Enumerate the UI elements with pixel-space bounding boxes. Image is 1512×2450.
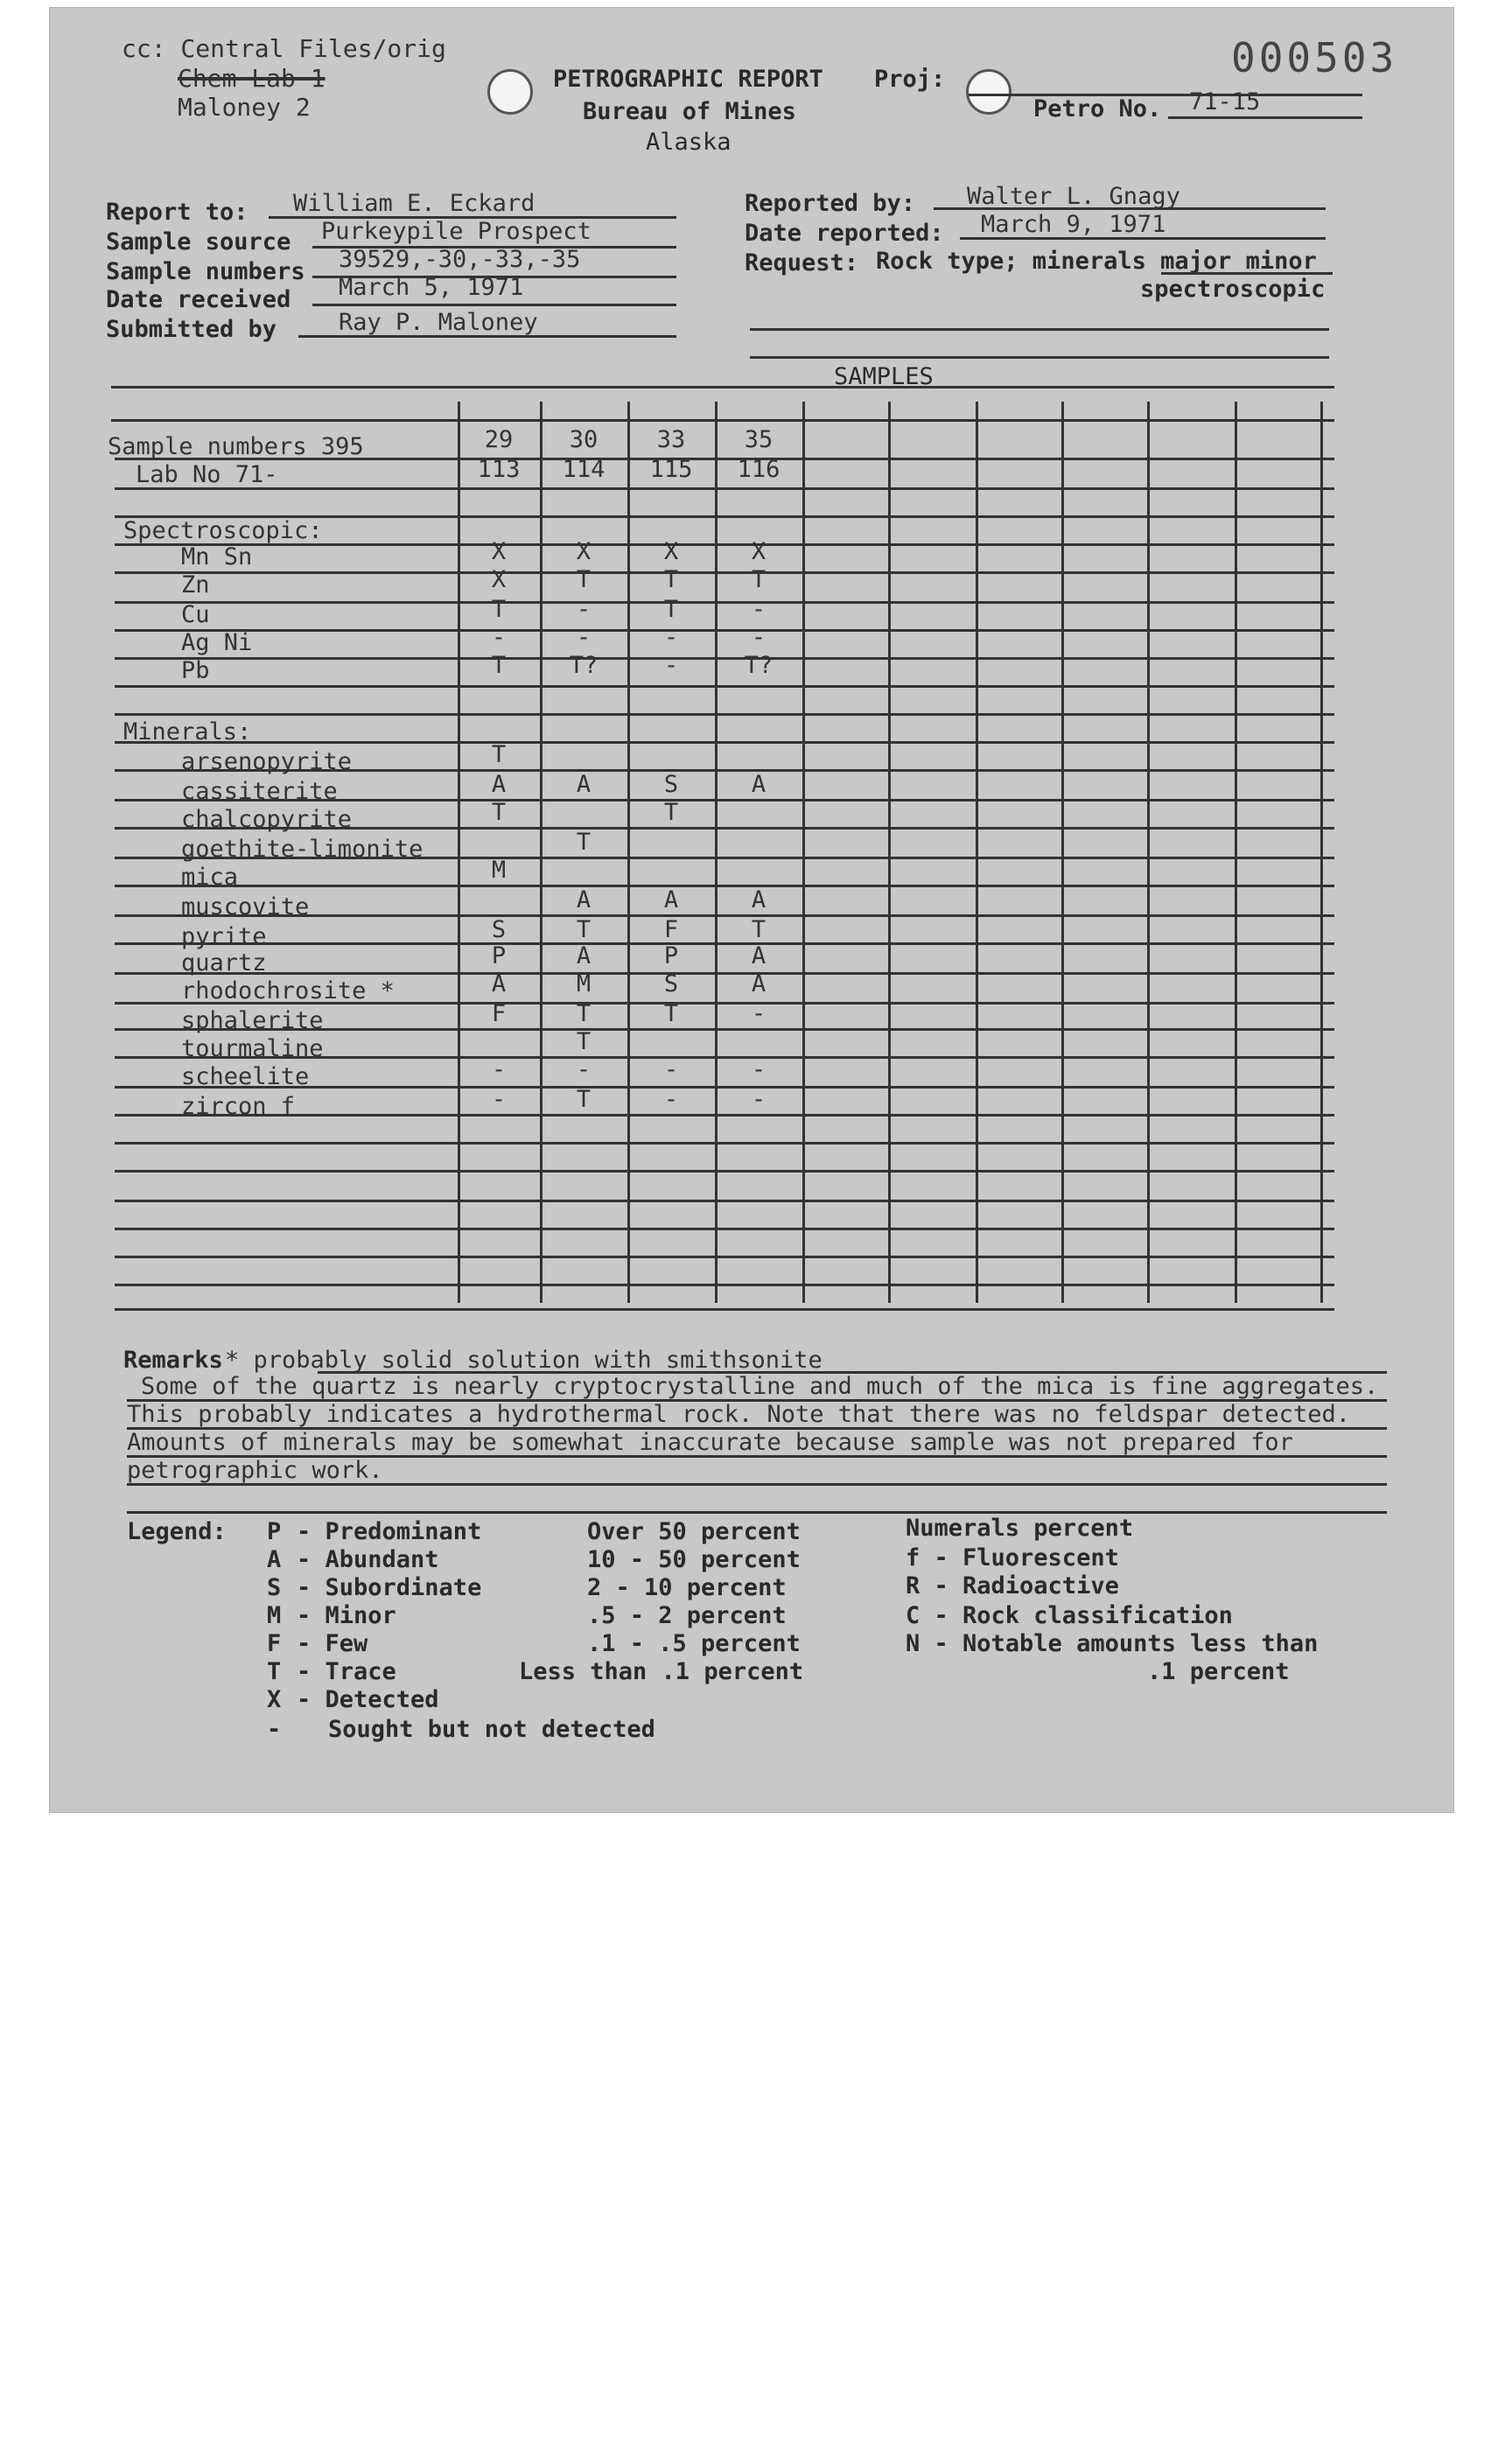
punch-hole-left xyxy=(487,69,533,115)
report-to-value: William E. Eckard xyxy=(293,190,536,217)
mineral-value-cell: S xyxy=(491,916,507,943)
mineral-value-cell: T xyxy=(576,1028,592,1055)
table-row-line xyxy=(115,1284,1334,1286)
table-column-line xyxy=(888,402,891,1303)
legend-code: X xyxy=(267,1686,282,1713)
punch-hole-right xyxy=(966,69,1012,115)
lab-column-number: 114 xyxy=(562,456,606,483)
mineral-label: goethite-limonite xyxy=(181,836,424,863)
mineral-label: mica xyxy=(181,864,239,891)
table-row-line xyxy=(115,657,1334,660)
legend-code: - xyxy=(267,1716,282,1743)
legend-code: A xyxy=(267,1546,282,1573)
mineral-value-cell: A xyxy=(576,942,592,970)
mineral-value-cell: - xyxy=(576,1056,592,1083)
petro-no-underline xyxy=(1168,116,1362,119)
table-row-line xyxy=(115,1142,1334,1144)
mineral-value-cell: A xyxy=(751,970,766,998)
sample-numbers-row-label: Sample numbers 395 xyxy=(108,433,364,460)
spectroscopic-value-cell: - xyxy=(663,652,679,679)
table-row-line xyxy=(115,713,1334,716)
report-sheet xyxy=(49,7,1454,1813)
request-line1: Rock type; minerals major minor xyxy=(876,248,1317,275)
agency-name: Bureau of Mines xyxy=(583,98,796,125)
mineral-value-cell: - xyxy=(663,1056,679,1083)
mineral-value-cell: T xyxy=(663,799,679,826)
sample-column-number: 33 xyxy=(656,426,686,453)
proj-label: Proj: xyxy=(874,66,946,93)
date-reported-value: March 9, 1971 xyxy=(981,211,1166,238)
legend-note: .1 percent xyxy=(1147,1658,1290,1685)
remarks-underline xyxy=(127,1511,1387,1514)
legend-range: .5 - 2 percent xyxy=(587,1602,787,1629)
cc-struck-entry: Chem Lab 1 xyxy=(178,64,326,93)
state-name: Alaska xyxy=(646,129,732,156)
remarks-underline xyxy=(127,1399,1387,1402)
mineral-value-cell: T xyxy=(663,1000,679,1027)
sample-numbers-value: 39529,-30,-33,-35 xyxy=(339,246,581,273)
mineral-value-cell: T xyxy=(576,916,592,943)
mineral-label: quartz xyxy=(181,949,267,976)
table-row-line xyxy=(115,1228,1334,1230)
spectroscopic-element-label: Mn Sn xyxy=(181,543,253,570)
mineral-label: arsenopyrite xyxy=(181,748,353,775)
table-row-line xyxy=(115,629,1334,632)
legend-name: Sought but not detected xyxy=(328,1716,655,1743)
table-column-line xyxy=(715,402,718,1303)
remarks-line4: Amounts of minerals may be somewhat inaccurate because sample was not prepared for xyxy=(127,1429,1293,1456)
table-column-line xyxy=(1147,402,1150,1303)
mineral-value-cell: A xyxy=(491,771,507,798)
lab-no-row-label: Lab No 71- xyxy=(136,461,278,488)
spectroscopic-value-cell: - xyxy=(663,624,679,651)
table-row-line xyxy=(115,458,1334,460)
mineral-value-cell: A xyxy=(576,886,592,914)
cc-line: cc: Central Files/orig xyxy=(122,34,446,63)
spectroscopic-value-cell: X xyxy=(491,538,507,565)
mineral-label: rhodochrosite * xyxy=(181,977,395,1004)
spectroscopic-value-cell: T? xyxy=(744,652,774,679)
mineral-value-cell: - xyxy=(751,1000,766,1027)
request-line2: spectroscopic xyxy=(1140,276,1326,303)
submitted-by-label: Submitted by xyxy=(106,316,277,343)
table-row-line xyxy=(115,1114,1334,1116)
table-row-line xyxy=(115,571,1334,574)
reported-by-label: Reported by: xyxy=(745,190,916,217)
spectroscopic-value-cell: - xyxy=(751,596,766,623)
mineral-value-cell: - xyxy=(751,1086,766,1113)
legend-name: - Predominant xyxy=(297,1518,482,1545)
table-row-line xyxy=(111,419,1334,422)
reported-by-value: Walter L. Gnagy xyxy=(967,183,1180,210)
legend-label: Legend: xyxy=(127,1518,227,1545)
lab-column-number: 116 xyxy=(737,456,780,483)
table-column-line xyxy=(802,402,805,1303)
mineral-label: zircon f xyxy=(181,1093,296,1120)
mineral-value-cell: - xyxy=(491,1056,507,1083)
table-row-line xyxy=(115,942,1334,945)
mineral-value-cell: T xyxy=(576,1086,592,1113)
spectroscopic-value-cell: - xyxy=(576,624,592,651)
mineral-value-cell: S xyxy=(663,970,679,998)
spectroscopic-value-cell: X xyxy=(663,538,679,565)
sample-column-number: 35 xyxy=(744,426,774,453)
mineral-label: pyrite xyxy=(181,923,267,950)
table-row-line xyxy=(115,885,1334,887)
legend-note: Numerals percent xyxy=(906,1515,1134,1542)
remarks-underline xyxy=(127,1455,1387,1458)
remarks-line1: * probably solid solution with smithsonite xyxy=(225,1347,822,1374)
table-column-line xyxy=(458,402,460,1303)
legend-range: 2 - 10 percent xyxy=(587,1574,787,1601)
spectroscopic-value-cell: T? xyxy=(569,652,598,679)
mineral-value-cell: A xyxy=(491,970,507,998)
table-column-line xyxy=(540,402,542,1303)
table-row-line xyxy=(115,685,1334,688)
remarks-underline xyxy=(318,1371,1387,1374)
mineral-label: muscovite xyxy=(181,893,310,920)
table-column-line xyxy=(1320,402,1323,1303)
mineral-value-cell: A xyxy=(751,886,766,914)
samples-header: SAMPLES xyxy=(834,363,934,390)
legend-name: - Detected xyxy=(297,1686,439,1713)
cc-maloney-entry: Maloney 2 xyxy=(178,93,311,122)
mineral-value-cell: - xyxy=(751,1056,766,1083)
spectroscopic-value-cell: T xyxy=(663,566,679,593)
legend-name: - Trace xyxy=(297,1658,396,1685)
date-reported-underline xyxy=(960,237,1326,240)
remarks-underline xyxy=(127,1483,1387,1486)
table-row-line xyxy=(115,1200,1334,1202)
date-reported-label: Date reported: xyxy=(745,220,944,247)
lab-column-number: 115 xyxy=(649,456,693,483)
sample-column-number: 30 xyxy=(569,426,598,453)
table-row-line xyxy=(115,515,1334,518)
legend-code: P xyxy=(267,1518,282,1545)
legend-code: M xyxy=(267,1602,282,1629)
mineral-value-cell: T xyxy=(491,741,507,768)
remarks-line2: Some of the quartz is nearly cryptocrystalline and much of the mica is fine aggregates. xyxy=(141,1373,1379,1400)
legend-code: T xyxy=(267,1658,282,1685)
mineral-value-cell: F xyxy=(491,1000,507,1027)
remarks-underline xyxy=(127,1427,1387,1430)
remarks-label: Remarks xyxy=(123,1347,223,1374)
mineral-value-cell: T xyxy=(576,829,592,856)
sample-numbers-label: Sample numbers xyxy=(106,258,305,285)
date-received-underline xyxy=(312,304,676,306)
mineral-value-cell: M xyxy=(576,970,592,998)
minerals-heading: Minerals: xyxy=(123,718,252,746)
legend-name: - Few xyxy=(297,1630,368,1657)
legend-note: C - Rock classification xyxy=(906,1602,1233,1629)
sample-column-number: 29 xyxy=(484,426,514,453)
mineral-value-cell: A xyxy=(751,942,766,970)
legend-range: .1 - .5 percent xyxy=(587,1630,801,1657)
mineral-value-cell: F xyxy=(663,916,679,943)
request-underline xyxy=(1161,272,1333,275)
legend-note: R - Radioactive xyxy=(906,1572,1119,1600)
table-column-line xyxy=(1235,402,1237,1303)
submitted-by-value: Ray P. Maloney xyxy=(339,309,538,336)
date-received-label: Date received xyxy=(106,286,291,313)
table-row-line xyxy=(115,1170,1334,1172)
spectroscopic-value-cell: T xyxy=(663,596,679,623)
spectroscopic-value-cell: X xyxy=(576,538,592,565)
request-blank-line xyxy=(750,328,1329,331)
spectroscopic-value-cell: - xyxy=(576,596,592,623)
legend-name: - Subordinate xyxy=(297,1574,482,1601)
remarks-line5: petrographic work. xyxy=(127,1457,383,1484)
mineral-label: cassiterite xyxy=(181,778,338,805)
table-row-line xyxy=(115,487,1334,490)
legend-note: N - Notable amounts less than xyxy=(906,1630,1319,1657)
spectroscopic-heading: Spectroscopic: xyxy=(123,517,323,544)
mineral-value-cell: - xyxy=(663,1086,679,1113)
legend-range: Less than .1 percent xyxy=(519,1658,804,1685)
reported-by-underline xyxy=(934,207,1326,210)
mineral-value-cell: T xyxy=(491,799,507,826)
request-blank-line xyxy=(750,356,1329,359)
spectroscopic-value-cell: T xyxy=(491,652,507,679)
lab-column-number: 113 xyxy=(477,456,521,483)
spectroscopic-element-label: Cu xyxy=(181,601,210,628)
document-number: 000503 xyxy=(1231,34,1398,81)
legend-name: - Abundant xyxy=(297,1546,439,1573)
table-column-line xyxy=(627,402,630,1303)
table-row-line xyxy=(115,601,1334,604)
table-row-line xyxy=(115,543,1334,546)
spectroscopic-value-cell: X xyxy=(491,566,507,593)
mineral-value-cell: M xyxy=(491,857,507,884)
spectroscopic-value-cell: T xyxy=(491,596,507,623)
mineral-value-cell: A xyxy=(576,771,592,798)
report-to-label: Report to: xyxy=(106,199,248,226)
request-label: Request: xyxy=(745,249,859,276)
table-row-line xyxy=(115,741,1334,744)
table-row-line xyxy=(115,1308,1334,1311)
spectroscopic-value-cell: - xyxy=(751,624,766,651)
legend-name: - Minor xyxy=(297,1602,396,1629)
table-column-line xyxy=(976,402,978,1303)
mineral-value-cell: A xyxy=(663,886,679,914)
mineral-value-cell: P xyxy=(491,942,507,970)
mineral-value-cell: S xyxy=(663,771,679,798)
spectroscopic-element-label: Pb xyxy=(181,657,210,684)
report-title: PETROGRAPHIC REPORT xyxy=(553,66,823,93)
date-received-value: March 5, 1971 xyxy=(339,274,524,301)
spectroscopic-value-cell: X xyxy=(751,538,766,565)
petro-no-value: 71-15 xyxy=(1189,88,1261,116)
mineral-value-cell: A xyxy=(751,771,766,798)
legend-code: F xyxy=(267,1630,282,1657)
mineral-label: tourmaline xyxy=(181,1035,324,1062)
table-row-line xyxy=(115,972,1334,975)
submitted-by-underline xyxy=(298,335,676,338)
mineral-value-cell: T xyxy=(576,1000,592,1027)
table-column-line xyxy=(1061,402,1064,1303)
sample-source-value: Purkeypile Prospect xyxy=(321,218,592,245)
mineral-label: sphalerite xyxy=(181,1007,324,1034)
legend-range: 10 - 50 percent xyxy=(587,1546,801,1573)
spectroscopic-value-cell: - xyxy=(491,624,507,651)
proj-underline xyxy=(969,94,1362,96)
remarks-line3: This probably indicates a hydrothermal rock. Note that there was no feldspar detected. xyxy=(127,1401,1350,1428)
mineral-label: scheelite xyxy=(181,1063,310,1090)
spectroscopic-element-label: Ag Ni xyxy=(181,629,253,656)
mineral-value-cell: T xyxy=(751,916,766,943)
legend-note: f - Fluorescent xyxy=(906,1544,1119,1572)
spectroscopic-value-cell: T xyxy=(751,566,766,593)
table-row-line xyxy=(115,1256,1334,1258)
petro-no-label: Petro No. xyxy=(1033,95,1162,122)
spectroscopic-value-cell: T xyxy=(576,566,592,593)
mineral-value-cell: P xyxy=(663,942,679,970)
spectroscopic-element-label: Zn xyxy=(181,571,210,598)
mineral-label: chalcopyrite xyxy=(181,806,353,833)
mineral-value-cell: - xyxy=(491,1086,507,1113)
sample-source-label: Sample source xyxy=(106,228,291,256)
legend-range: Over 50 percent xyxy=(587,1518,801,1545)
legend-code: S xyxy=(267,1574,282,1601)
table-row-line xyxy=(111,386,1334,388)
